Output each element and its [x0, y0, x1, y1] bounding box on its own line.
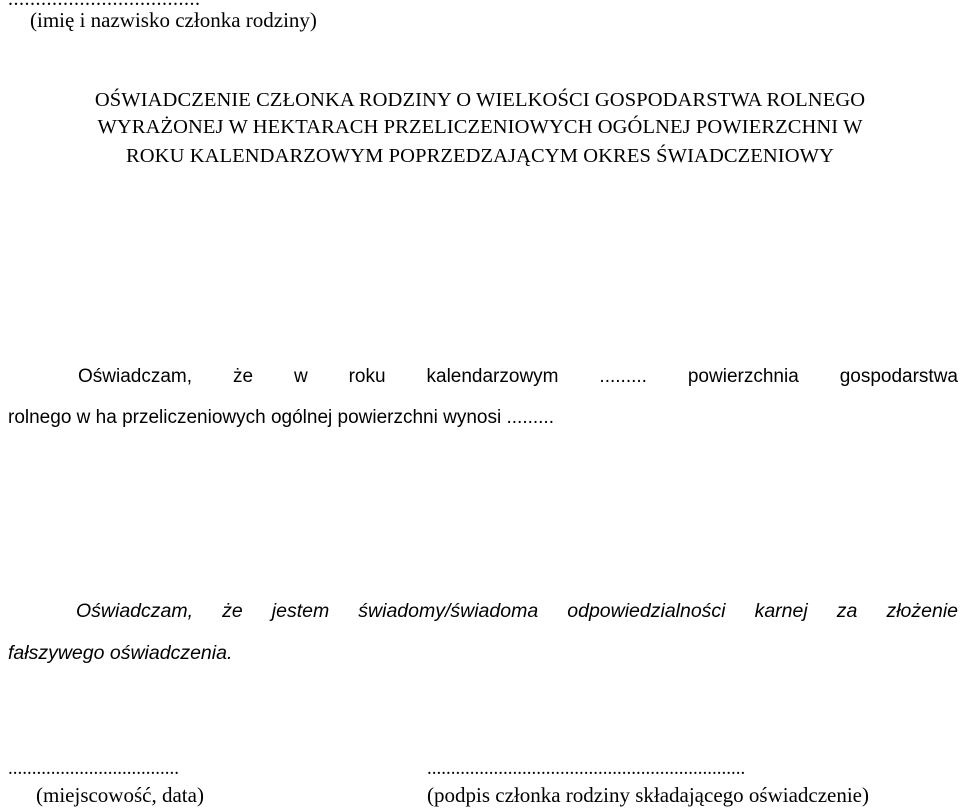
name-caption: (imię i nazwisko członka rodziny) — [30, 8, 317, 32]
responsibility-statement-line-1: Oświadczam, że jestem świadomy/świadoma odpowiedzialności karnej za złożenie — [76, 600, 958, 622]
signature-caption: (podpis członka rodziny składającego oświadczenie) — [427, 783, 869, 807]
place-date-caption: (miejscowość, data) — [36, 783, 204, 807]
responsibility-statement-line-2: fałszywego oświadczenia. — [8, 642, 233, 664]
document-title-line-1: OŚWIADCZENIE CZŁONKA RODZINY O WIELKOŚCI GOSPODARSTWA ROLNEGO — [94, 89, 866, 111]
signature-dotted-line: ................................................................... — [427, 758, 746, 779]
declaration-line-2: rolnego w ha przeliczeniowych ogólnej powierzchni wynosi ......... — [8, 407, 554, 428]
document-title-line-2: WYRAŻONEJ W HEKTARACH PRZELICZENIOWYCH OGÓLNEJ POWIERZCHNI W — [97, 116, 863, 138]
place-date-dotted-line: .................................... — [8, 758, 179, 779]
document-title-line-3: ROKU KALENDARZOWYM POPRZEDZAJĄCYM OKRES ŚWIADCZENIOWY — [126, 145, 834, 167]
declaration-line-1: Oświadczam, że w roku kalendarzowym ......... powierzchnia gospodarstwa — [78, 366, 958, 387]
